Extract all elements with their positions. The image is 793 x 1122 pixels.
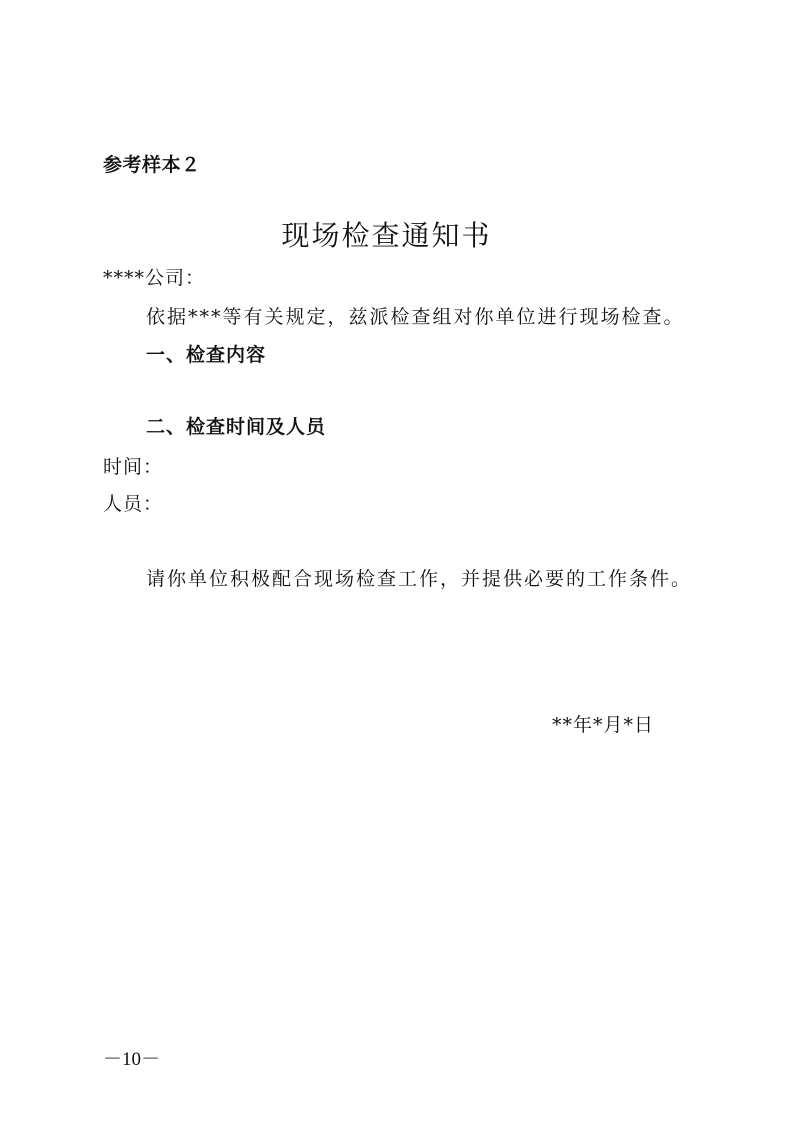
intro-paragraph: 依据***等有关规定，兹派检查组对你单位进行现场检查。 xyxy=(146,306,685,328)
request-paragraph: 请你单位积极配合现场检查工作，并提供必要的工作条件。 xyxy=(146,568,693,590)
sample-label: 参考样本２ xyxy=(103,154,201,176)
personnel-label: 人员： xyxy=(103,493,164,515)
page-number: －10－ xyxy=(103,1049,161,1070)
document-title-text: 现场检查通知书 xyxy=(281,219,492,252)
document-title xyxy=(0,214,793,254)
time-label: 时间： xyxy=(103,456,164,478)
date-line: **年*月*日 xyxy=(552,714,655,736)
addressee: ****公司： xyxy=(103,267,206,289)
section-heading-time-and-personnel: 二、检查时间及人员 xyxy=(146,416,327,438)
section-heading-inspection-content: 一、检查内容 xyxy=(146,344,267,366)
